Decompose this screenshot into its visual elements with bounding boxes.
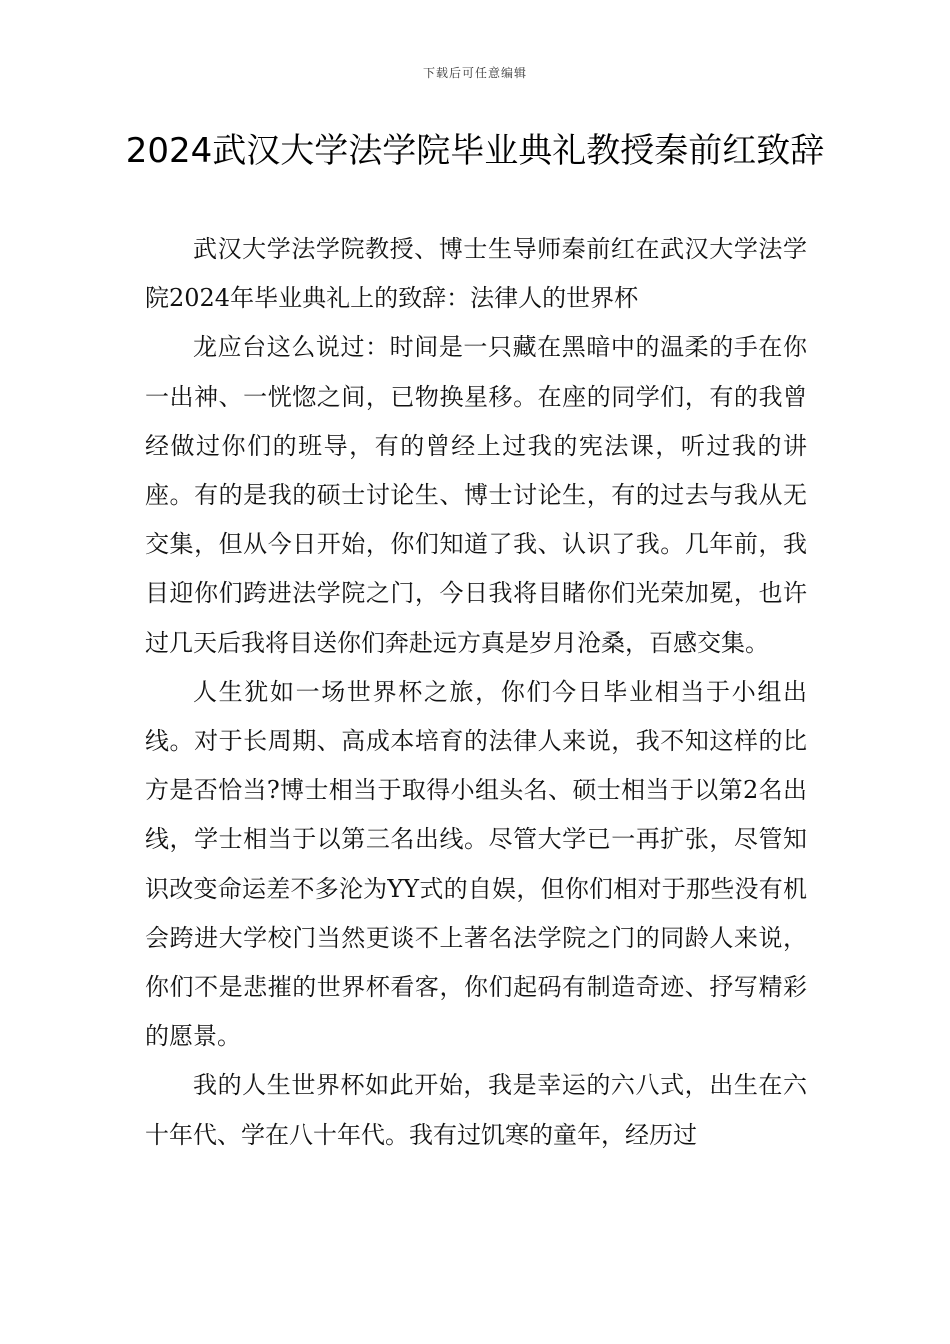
document-title: 2024武汉大学法学院毕业典礼教授秦前红致辞 — [125, 131, 825, 171]
paragraph-my-journey: 我的人生世界杯如此开始，我是幸运的六八式，出生在六十年代、学在八十年代。我有过饥寒的童年，经历过 — [145, 1071, 807, 1149]
paragraph-time: 龙应台这么说过：时间是一只藏在黑暗中的温柔的手在你一出神、一恍惚之间，已物换星移。在座的同学们，有的我曾经做过你们的班导，有的曾经上过我的宪法课，听过我的讲座。有的是我的硕士讨论生、博士讨论生，有的过去与我从无交集，但从今日开始，你们知道了我、认识了我。几年前，我目迎你们跨进法学院之门，今日我将目睹你们光荣加冕，也许过几天后我将目送你们奔赴远方真是岁月沧桑，百感交集。 — [145, 333, 807, 657]
paragraph-intro: 武汉大学法学院教授、博士生导师秦前红在武汉大学法学院2024年毕业典礼上的致辞：法律人的世界杯 — [145, 235, 807, 313]
document-body — [145, 225, 807, 1160]
header-note: 下载后可任意编辑 — [422, 66, 527, 80]
paragraph-world-cup: 人生犹如一场世界杯之旅，你们今日毕业相当于小组出线。对于长周期、高成本培育的法律人来说，我不知这样的比方是否恰当?博士相当于取得小组头名、硕士相当于以第2名出线，学士相当于以第三名出线。尽管大学已一再扩张，尽管知识改变命运差不多沦为YY式的自娱，但你们相对于那些没有机会跨进大学校门当然更谈不上著名法学院之门的同龄人来说，你们不是悲摧的世界杯看客，你们起码有制造奇迹、抒写精彩的愿景。 — [145, 677, 807, 1051]
